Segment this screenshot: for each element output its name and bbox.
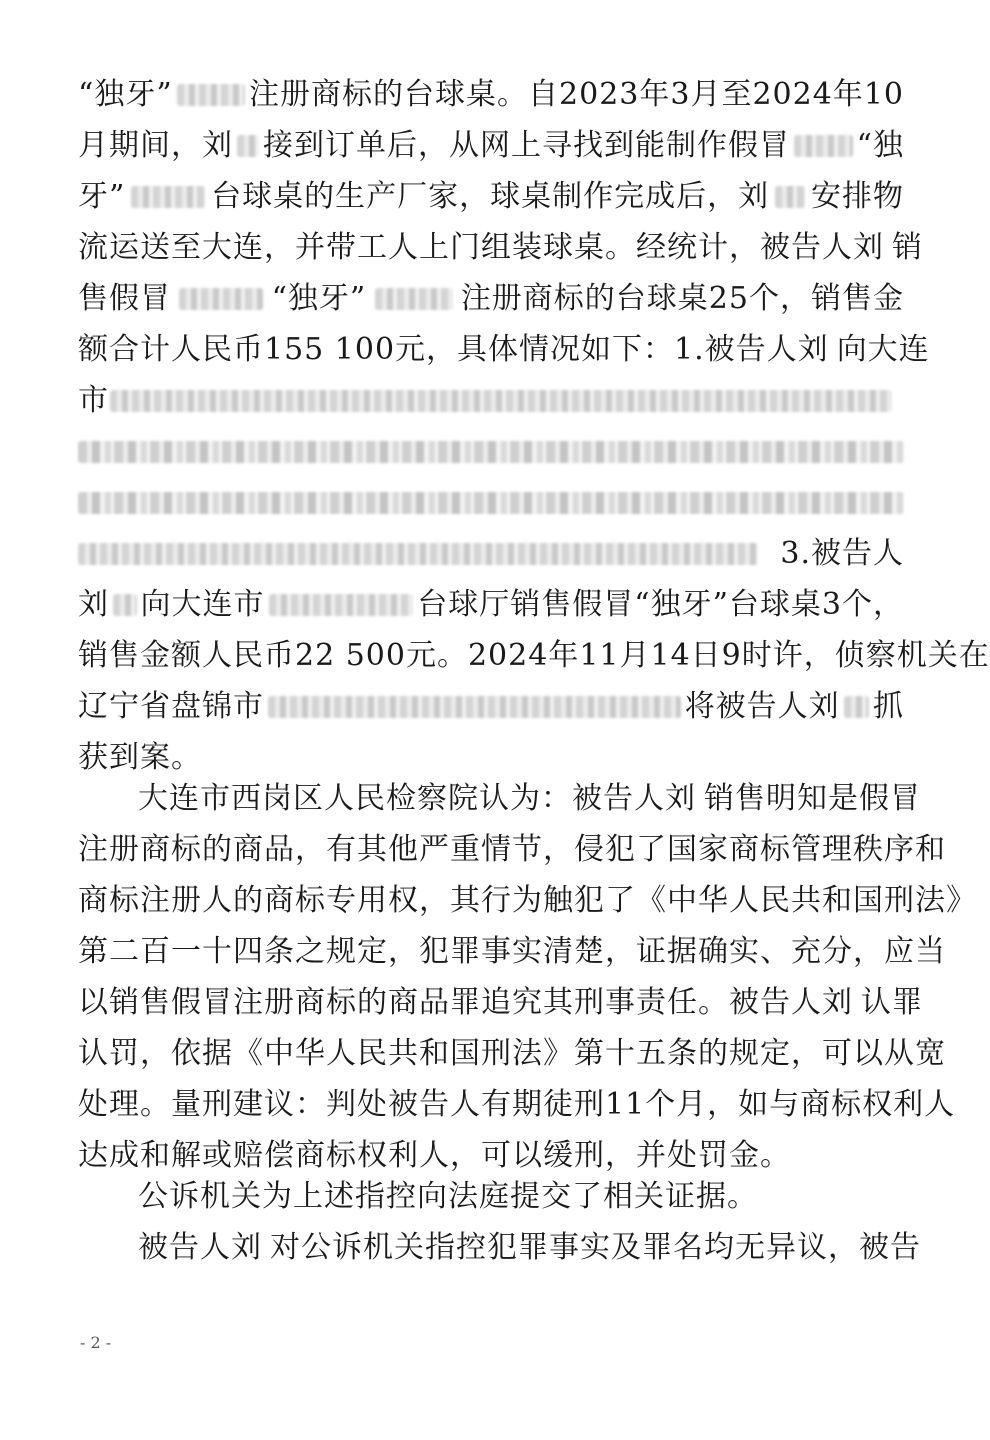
text-segment: 大连市西岗区人民检察院认为：被告人刘 <box>138 781 696 816</box>
text-segment: 商标注册人的商标专用权，其行为触犯了《中华人民共和国刑法》 <box>78 883 977 918</box>
text-line <box>78 980 923 1026</box>
text-segment: 刘 <box>78 587 109 622</box>
redacted-block <box>131 186 205 208</box>
text-segment: 公诉机关为上述指控向法庭提交了相关证据。 <box>138 1179 758 1214</box>
text-line <box>78 827 946 873</box>
text-line <box>78 1031 946 1077</box>
text-line <box>78 378 904 424</box>
text-segment: 以销售假冒注册商标的商品罪追究其刑事责任。被告人刘 <box>78 985 853 1020</box>
text-line <box>78 633 990 679</box>
text-segment: 抓 <box>873 689 904 724</box>
text-segment: 流运送至大连，并带工人上门组装球桌。经统计，被告人刘 <box>78 230 884 265</box>
text-line <box>78 582 904 628</box>
text-line <box>78 735 904 781</box>
text-line <box>78 123 904 169</box>
text-line <box>78 684 904 730</box>
text-line <box>78 72 904 118</box>
text-line <box>78 929 946 975</box>
redacted-block <box>78 492 904 514</box>
text-segment: 辽宁省盘锦市 <box>78 689 264 724</box>
text-segment: 月期间，刘 <box>78 128 233 163</box>
text-segment: 注册商标的台球桌25个，销售金 <box>460 281 904 316</box>
text-line <box>78 225 923 271</box>
text-segment: 售假冒 <box>78 281 171 316</box>
redacted-block <box>775 186 805 208</box>
text-segment: 安排物 <box>810 179 904 214</box>
redacted-block <box>78 441 904 463</box>
text-segment: 对公诉机关指控犯罪事实及罪名均无异议，被告 <box>270 1230 921 1265</box>
text-line <box>78 878 977 924</box>
text-segment: 注册商标的商品，有其他严重情节，侵犯了国家商标管理秩序和 <box>78 832 946 867</box>
text-line <box>138 1174 904 1220</box>
text-line <box>78 327 930 373</box>
text-line <box>78 174 904 220</box>
text-segment: 销售金额人民币22 500元。2024年11月14日9时许，侦察机关在 <box>78 638 990 673</box>
redacted-block <box>269 594 414 616</box>
redacted-block <box>78 543 758 565</box>
text-segment: 被告人刘 <box>138 1230 262 1265</box>
page-number: - 2 - <box>80 1333 112 1352</box>
text-segment: 将被告人刘 <box>684 689 840 724</box>
redacted-block <box>268 696 681 718</box>
text-line <box>78 531 904 577</box>
text-segment: 销 <box>892 230 923 265</box>
text-segment: 额合计人民币155 100元，具体情况如下：1.被告人刘 <box>78 332 829 367</box>
text-line <box>78 429 904 475</box>
text-segment: 市 <box>78 383 109 418</box>
text-segment: 3.被告人 <box>780 536 904 571</box>
text-line <box>78 1082 956 1128</box>
text-segment: “独牙” <box>271 281 367 316</box>
redacted-block <box>177 84 245 106</box>
text-segment: 处理。量刑建议：判处被告人有期徒刑11个月，如与商标权利人 <box>78 1087 956 1122</box>
text-segment: 牙” <box>78 179 126 214</box>
text-segment: “独牙” <box>78 77 173 112</box>
text-segment: 销售明知是假冒 <box>704 781 921 816</box>
text-segment: 认罚，依据《中华人民共和国刑法》第十五条的规定，可以从宽 <box>78 1036 946 1071</box>
text-line <box>78 1133 904 1179</box>
redacted-block <box>844 696 869 718</box>
redacted-block <box>794 135 853 157</box>
redacted-block <box>375 288 453 310</box>
text-segment: 向大连 <box>836 332 930 367</box>
text-segment: 第二百一十四条之规定，犯罪事实清楚，证据确实、充分，应当 <box>78 934 946 969</box>
text-line <box>138 776 921 822</box>
text-segment: 接到订单后，从网上寻找到能制作假冒 <box>263 128 790 163</box>
text-segment: 向大连市 <box>140 587 265 622</box>
redacted-block <box>237 135 259 157</box>
redacted-block <box>113 594 137 616</box>
redacted-block <box>110 390 892 412</box>
text-line <box>138 1225 921 1271</box>
text-segment: “独 <box>856 128 904 163</box>
text-segment: 认罪 <box>861 985 923 1020</box>
text-segment: 台球厅销售假冒“独牙”台球桌3个， <box>417 587 904 622</box>
text-line <box>78 480 904 526</box>
text-segment: 获到案。 <box>78 740 202 775</box>
text-segment: 台球桌的生产厂家，球桌制作完成后，刘 <box>211 179 770 214</box>
text-segment: 注册商标的台球桌。自2023年3月至2024年10 <box>249 77 904 112</box>
text-segment: 达成和解或赔偿商标权利人，可以缓刑，并处罚金。 <box>78 1138 791 1173</box>
redacted-block <box>179 288 263 310</box>
text-line <box>78 276 904 322</box>
